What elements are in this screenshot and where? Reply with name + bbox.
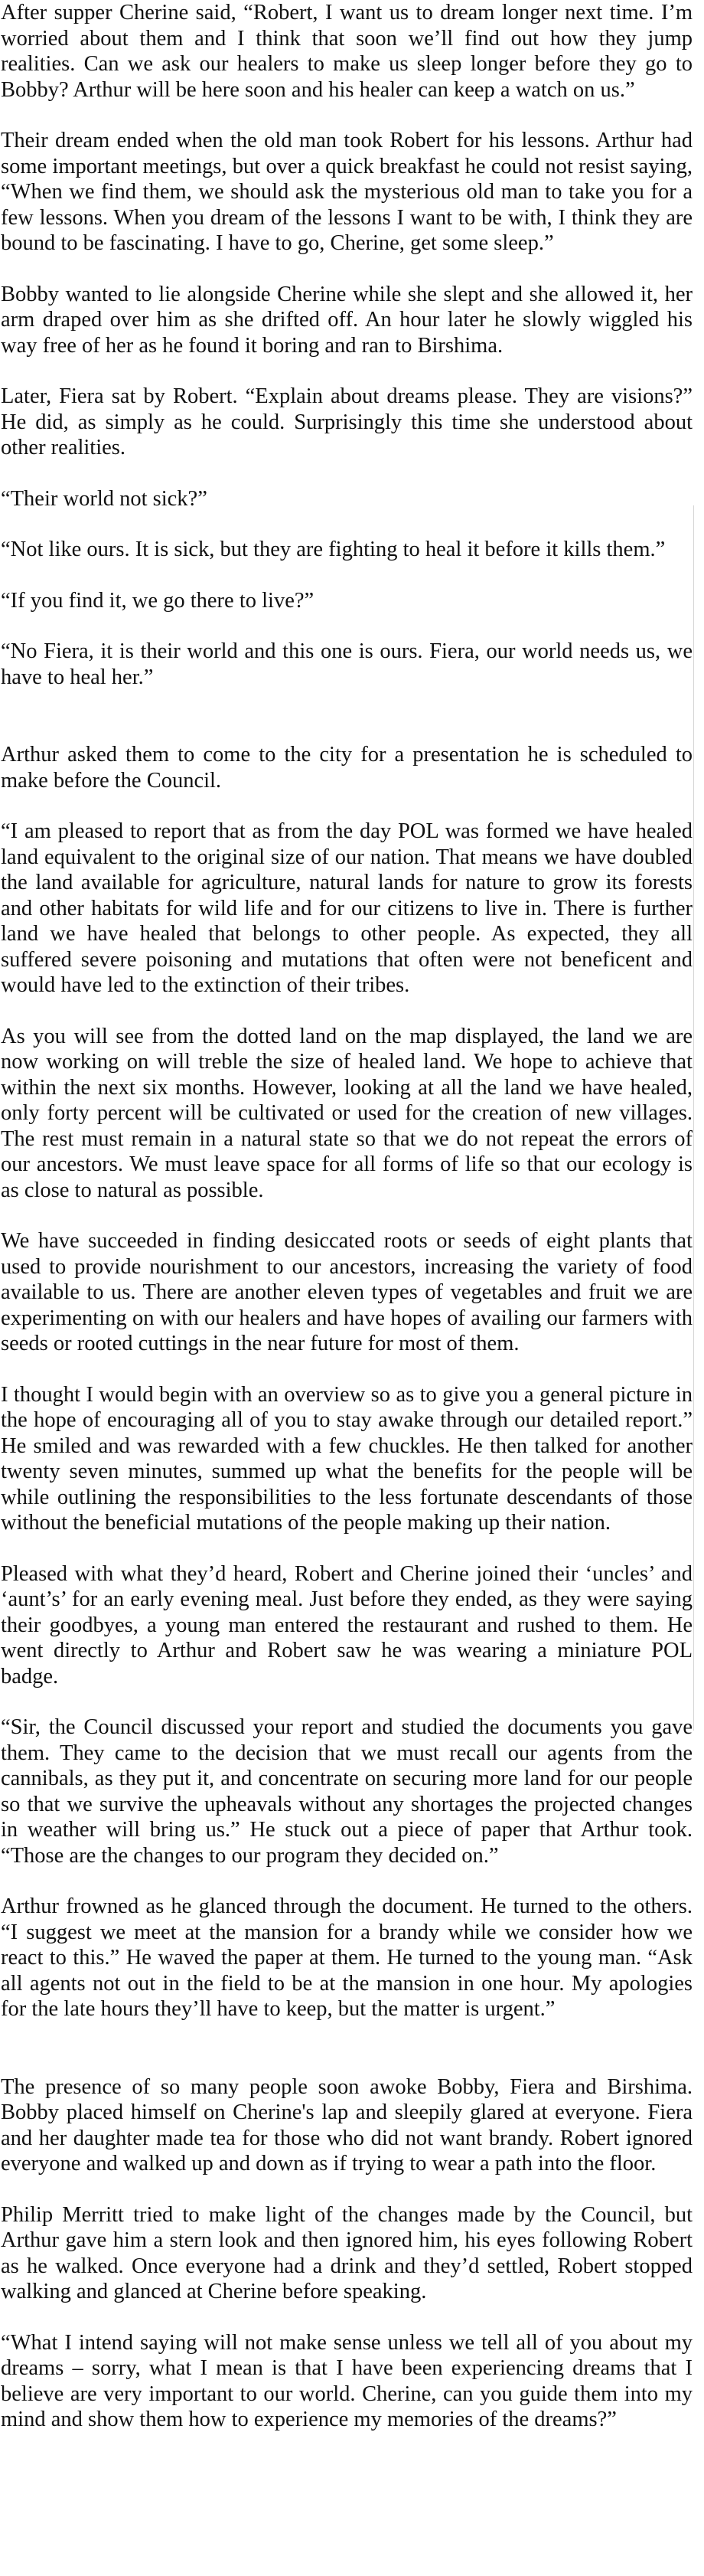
paragraph-10: “I am pleased to report that as from the day POL was formed we have healed land equivalent to the original size of our nation. That means we have doubled the land available for agriculture, natural lands for nature to grow its forests and other habitats for wild life and for our citizens to live in. There is further land we have healed that belongs to other people. As expected, they all suffered severe poisoning and mutations that often were not beneficent and would have led to the extinction of their tribes. [1,819,693,997]
paragraph-1: After supper Cherine said, “Robert, I want us to dream longer next time. I’m worried about them and I think that soon we’ll find out how they jump realities. Can we ask our healers to make us sleep longer before they go to Bobby? Arthur will be here soon and his healer can keep a watch on us.” [1,1,693,102]
paragraph-18: Philip Merritt tried to make light of the changes made by the Council, but Arthur gave him a stern look and then ignored him, his eyes following Robert as he walked. Once everyone had a drink and they’d settled, Robert stopped walking and glanced at Cherine before speaking. [1,2202,693,2303]
paragraph-6: “Not like ours. It is sick, but they are fighting to heal it before it kills them.” [1,538,666,561]
paragraph-9: Arthur asked them to come to the city for a presentation he is scheduled to make before the Council. [1,743,693,793]
paragraph-19: “What I intend saying will not make sense unless we tell all of you about my dreams – sorry, what I mean is that I have been experiencing dreams that I believe are very important to our world. Cherine, can you guide them into my mind and show them how to experience my memories of the dreams?” [1,2330,693,2431]
paragraph-15: “Sir, the Council discussed your report and studied the documents you gave them. They came to the decision that we must recall our agents from the cannibals, as they put it, and concentrate on securing more land for our people so that we survive the upheavals without any shortages the projected changes in weather will bring us.” He stuck out a piece of paper that Arthur took. “Those are the changes to our program they decided on.” [1,1715,693,1868]
paragraph-3: Bobby wanted to lie alongside Cherine while she slept and she allowed it, her arm draped over him as she drifted off. An hour later he slowly wiggled his way free of her as he found it boring and ran to Birshima. [1,282,693,358]
paragraph-2: Their dream ended when the old man took Robert for his lessons. Arthur had some important meetings, but over a quick breakfast he could not resist saying, “When we find them, we should ask the mysterious old man to take you for a few lessons. When you dream of the lessons I want to be with, I think they are bound to be fascinating. I have to go, Cherine, get some sleep.” [1,129,693,255]
paragraph-5: “Their world not sick?” [1,486,207,511]
paragraph-11: As you will see from the dotted land on the map displayed, the land we are now working on will treble the size of healed land. We hope to achieve that within the next six months. However, looking at all the land we have healed, only forty percent will be cultivated or used for the creation of new villages. The rest must remain in a natural state so that we do not repeat the errors of our ancestors. We must leave space for all forms of life so that our ecology is as close to natural as possible. [1,1024,693,1202]
paragraph-7: “If you find it, we go there to live?” [1,588,315,613]
paragraph-14: Pleased with what they’d heard, Robert and Cherine joined their ‘uncles’ and ‘aunt’s’ for an early evening meal. Just before they ended, as they were saying their goodbyes, a young man entered the restaurant and rushed to them. He went directly to Arthur and Robert saw he was wearing a miniature POL badge. [1,1561,693,1688]
paragraph-4: Later, Fiera sat by Robert. “Explain about dreams please. They are visions?” He did, as simply as he could. Surprisingly this time she understood about other realities. [1,384,693,459]
paragraph-8: “No Fiera, it is their world and this one is ours. Fiera, our world needs us, we have to heal her.” [1,639,693,689]
paragraph-16: Arthur frowned as he glanced through the document. He turned to the others. “I suggest we meet at the mansion for a brandy while we consider how we react to this.” He waved the paper at them. He turned to the young man. “Ask all agents not out in the field to be at the mansion in one hour. My apologies for the late hours they’ll have to keep, but the matter is urgent.” [1,1894,693,2021]
document-body [1,0,693,2433]
scan-edge-line [693,505,694,1731]
paragraph-12: We have succeeded in finding desiccated roots or seeds of eight plants that used to provide nourishment to our ancestors, increasing the variety of food available to us. There are another eleven types of vegetables and fruit we are experimenting on with our healers and have hopes of availing our farmers with seeds or rooted cuttings in the near future for most of them. [1,1229,693,1355]
paragraph-17: The presence of so many people soon awoke Bobby, Fiera and Birshima. Bobby placed himself on Cherine's lap and sleepily glared at everyone. Fiera and her daughter made tea for those who did not want brandy. Robert ignored everyone and walked up and down as if trying to wear a path into the floor. [1,2074,693,2176]
paragraph-13: I thought I would begin with an overview so as to give you a general picture in the hope of encouraging all of you to stay awake through our detailed report.” He smiled and was rewarded with a few chuckles. He then talked for another twenty seven minutes, summed up what the benefits for the people will be while outlining the responsibilities to the less fortunate descendants of those without the beneficial mutations of the people making up their nation. [1,1382,693,1535]
